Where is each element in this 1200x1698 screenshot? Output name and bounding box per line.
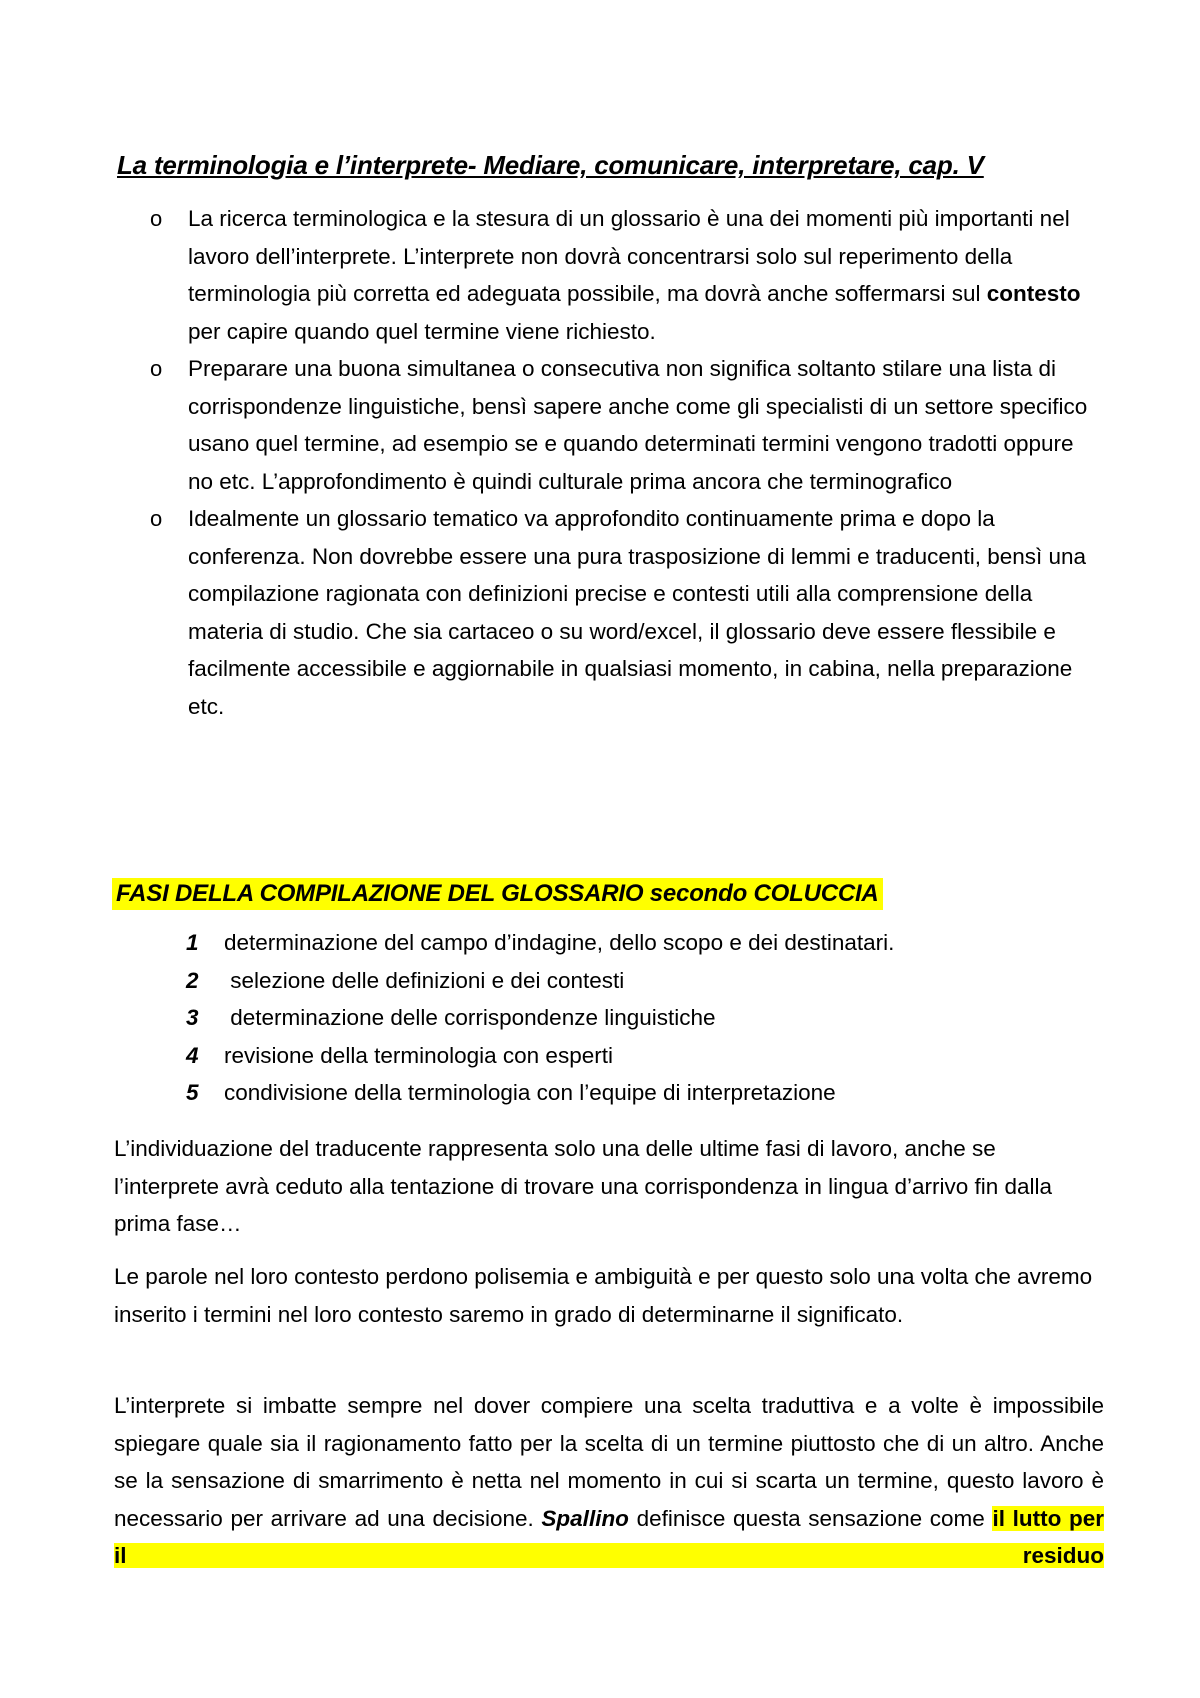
- bullet-text: Preparare una buona simultanea o consecutiva non significa soltanto stilare una lista di corrispondenze linguistiche, bensì sapere anche come gli specialisti di un settore specifico usano quel termine, ad esempio se e quando determinati termini vengono tradotti oppure no etc. L’approfondimento è quindi culturale prima ancora che terminografico: [188, 356, 1088, 494]
- step-number: 4: [186, 1042, 199, 1068]
- highlighted-phrase: il lutto per il residuo: [114, 1505, 1104, 1568]
- bullet-text: Idealmente un glossario tematico va approfondito continuamente prima e dopo la conferenza. Non dovrebbe essere una pura trasposizione di lemmi e traducenti, bensì una compilazione ragionata con definizioni precise e contesti utili alla comprensione della materia di studio. Che sia cartaceo o su word/excel, il glossario deve essere flessibile e facilmente accessibile e aggiornabile in qualsiasi momento, in cabina, nella preparazione etc.: [188, 506, 1087, 719]
- step-number: 1: [186, 930, 199, 955]
- step-text: determinazione delle corrispondenze linguistiche: [224, 1005, 716, 1030]
- steps-list: [186, 924, 894, 1112]
- step-number: 5: [186, 1080, 199, 1105]
- step-item: [186, 1037, 894, 1075]
- paragraph-text-mid: definisce questa sensazione come: [628, 1505, 993, 1531]
- step-item: [186, 1074, 894, 1112]
- step-text: revisione della terminologia con esperti: [224, 1042, 613, 1068]
- paragraph-text: L’interprete si imbatte sempre nel dover compiere una scelta traduttiva e a volte è impossibile spiegare quale sia il ragionamento fatto per la scelta di un termine piuttosto che di un altro. Anche se la sensazione di smarrimento è netta nel momento in cui si scarta un termine, questo lavoro è necessario per arrivare ad una decisione.: [114, 1393, 1104, 1531]
- step-number: 3: [186, 1005, 199, 1030]
- section-heading: FASI DELLA COMPILAZIONE DEL GLOSSARIO secondo COLUCCIA: [112, 878, 883, 910]
- bullet-item: [150, 500, 1100, 725]
- paragraph-scelta-traduttiva: [114, 1387, 1104, 1575]
- paragraph-traducente: L’individuazione del traducente rappresenta solo una delle ultime fasi di lavoro, anche se l’interprete avrà ceduto alla tentazione di trovare una corrispondenza in lingua d’arrivo fin dalla prima fase…: [114, 1136, 1053, 1236]
- step-text: condivisione della terminologia con l’equipe di interpretazione: [224, 1080, 836, 1105]
- bullet-text: La ricerca terminologica e la stesura di un glossario è una dei momenti più importanti nel lavoro dell’interprete. L’interprete non dovrà concentrarsi solo sul reperimento della terminologia più corretta ed adeguata possibile, ma dovrà anche soffermarsi sul: [188, 206, 1070, 306]
- bullet-circle-icon: o: [150, 356, 163, 381]
- author-name: Spallino: [541, 1505, 629, 1531]
- bullet-item: [150, 350, 1100, 500]
- step-text: determinazione del campo d’indagine, dello scopo e dei destinatari.: [224, 930, 895, 955]
- bullet-item: [150, 200, 1100, 350]
- step-item: [186, 999, 894, 1037]
- step-item: [186, 962, 894, 1000]
- bullet-list: [150, 200, 1100, 725]
- document-title: La terminologia e l’interprete- Mediare, comunicare, interpretare, cap. V: [117, 150, 984, 180]
- step-text: selezione delle definizioni e dei contesti: [224, 967, 625, 993]
- paragraph-contesto: Le parole nel loro contesto perdono polisemia e ambiguità e per questo solo una volta che avremo inserito i termini nel loro contesto saremo in grado di determinarne il significato.: [114, 1264, 1093, 1327]
- step-item: [186, 924, 894, 962]
- bullet-circle-icon: o: [150, 506, 163, 531]
- step-number: 2: [186, 967, 199, 993]
- bullet-text-end: per capire quando quel termine viene richiesto.: [188, 318, 656, 344]
- bullet-bold-term: contesto: [986, 281, 1081, 306]
- bullet-circle-icon: o: [150, 206, 163, 231]
